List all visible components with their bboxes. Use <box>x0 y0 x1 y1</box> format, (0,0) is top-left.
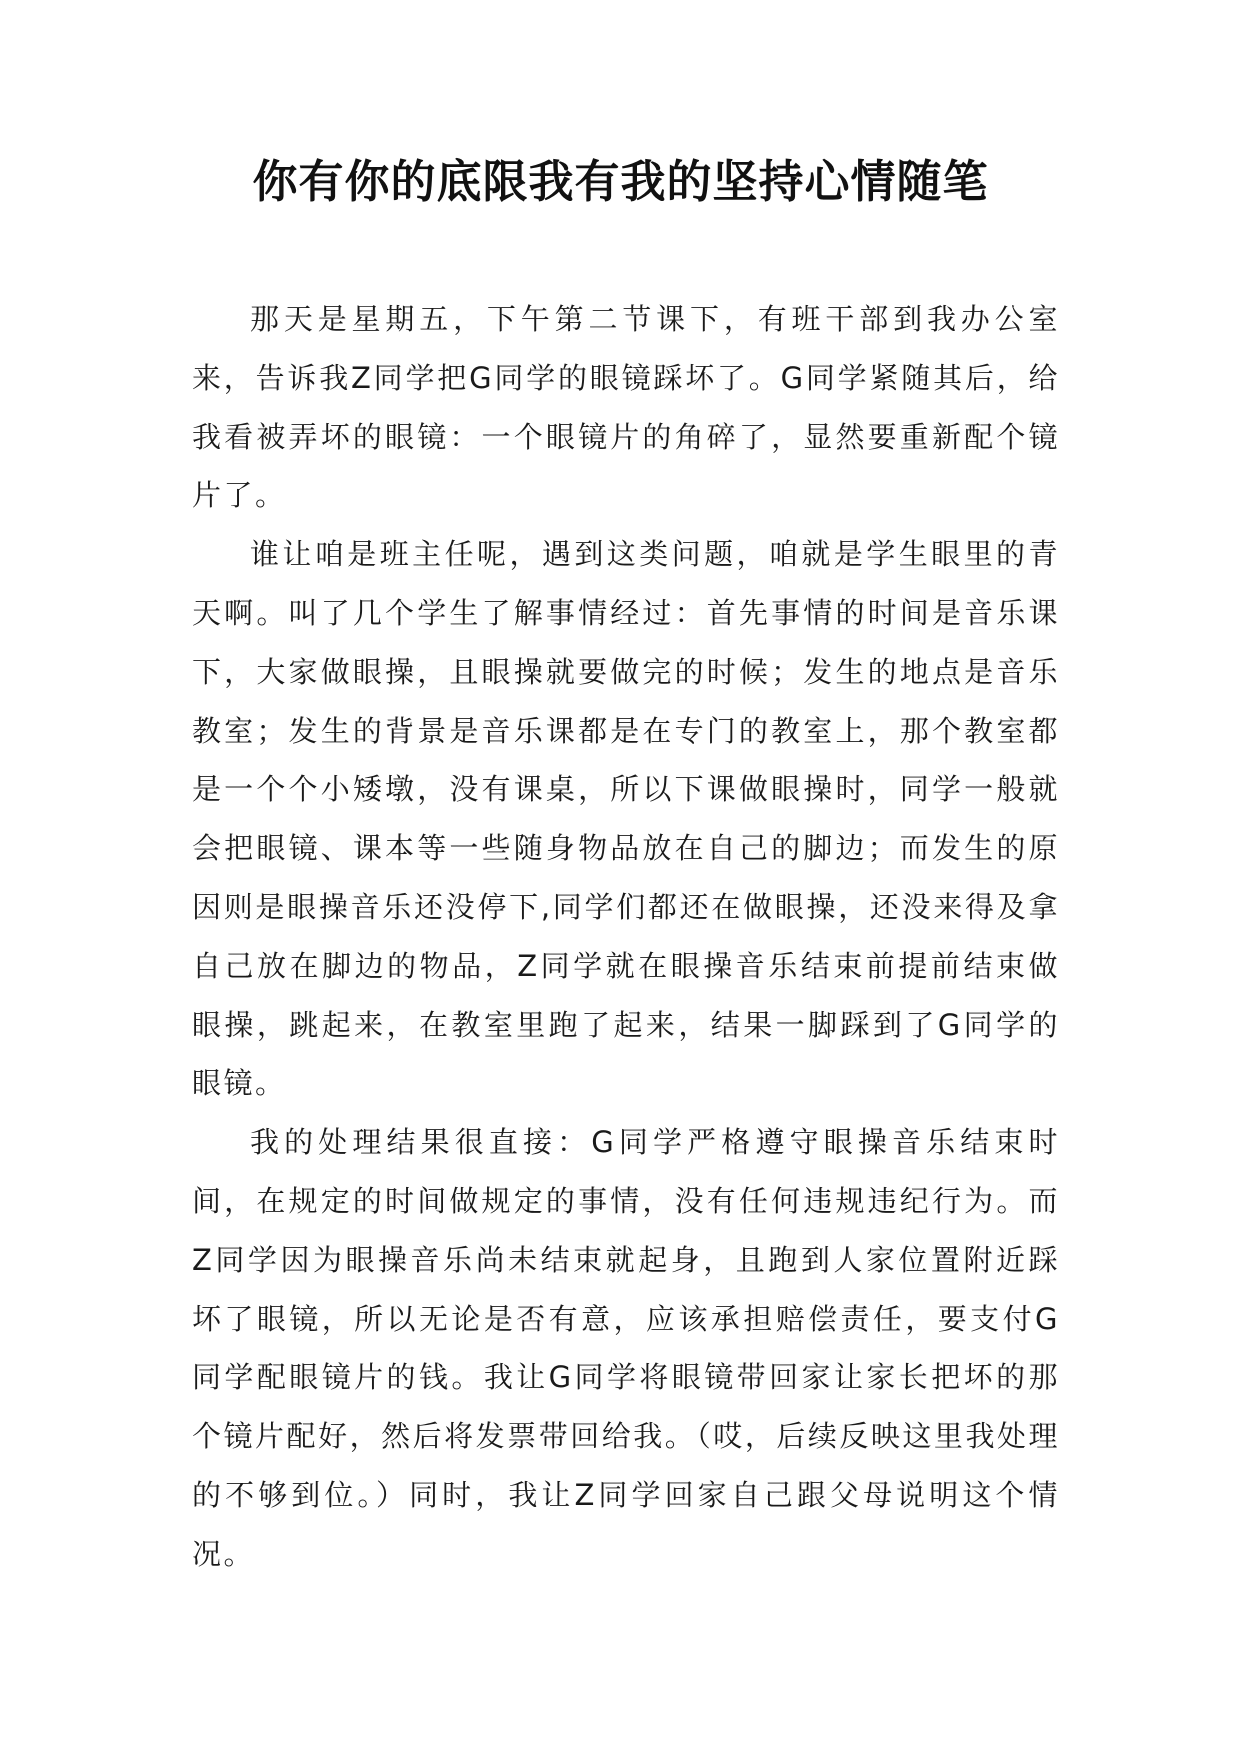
paragraph-1: 那天是星期五，下午第二节课下，有班干部到我办公室来，告诉我Z同学把G同学的眼镜踩坏了。G同学紧随其后，给我看被弄坏的眼镜：一个眼镜片的角碎了，显然要重新配个镜片了。 <box>192 302 1060 513</box>
document-body <box>192 290 1060 1584</box>
paragraph-3: 我的处理结果很直接：G同学严格遵守眼操音乐结束时间，在规定的时间做规定的事情，没有任何违规违纪行为。而Z同学因为眼操音乐尚未结束就起身，且跑到人家位置附近踩坏了眼镜，所以无论是否有意，应该承担赔偿责任，要支付G同学配眼镜片的钱。我让G同学将眼镜带回家让家长把坏的那个镜片配好，然后将发票带回给我。（哎，后续反映这里我处理的不够到位。）同时，我让Z同学回家自己跟父母说明这个情况。 <box>192 1125 1060 1571</box>
document-title: 你有你的底限我有我的坚持心情随笔 <box>252 155 989 208</box>
paragraph-2: 谁让咱是班主任呢，遇到这类问题，咱就是学生眼里的青天啊。叫了几个学生了解事情经过：首先事情的时间是音乐课下，大家做眼操，且眼操就要做完的时候；发生的地点是音乐教室；发生的背景是音乐课都是在专门的教室上，那个教室都是一个个小矮墩，没有课桌，所以下课做眼操时，同学一般就会把眼镜、课本等一些随身物品放在自己的脚边；而发生的原因则是眼操音乐还没停下,同学们都还在做眼操，还没来得及拿自己放在脚边的物品，Z同学就在眼操音乐结束前提前结束做眼操，跳起来，在教室里跑了起来，结果一脚踩到了G同学的眼镜。 <box>192 537 1060 1101</box>
